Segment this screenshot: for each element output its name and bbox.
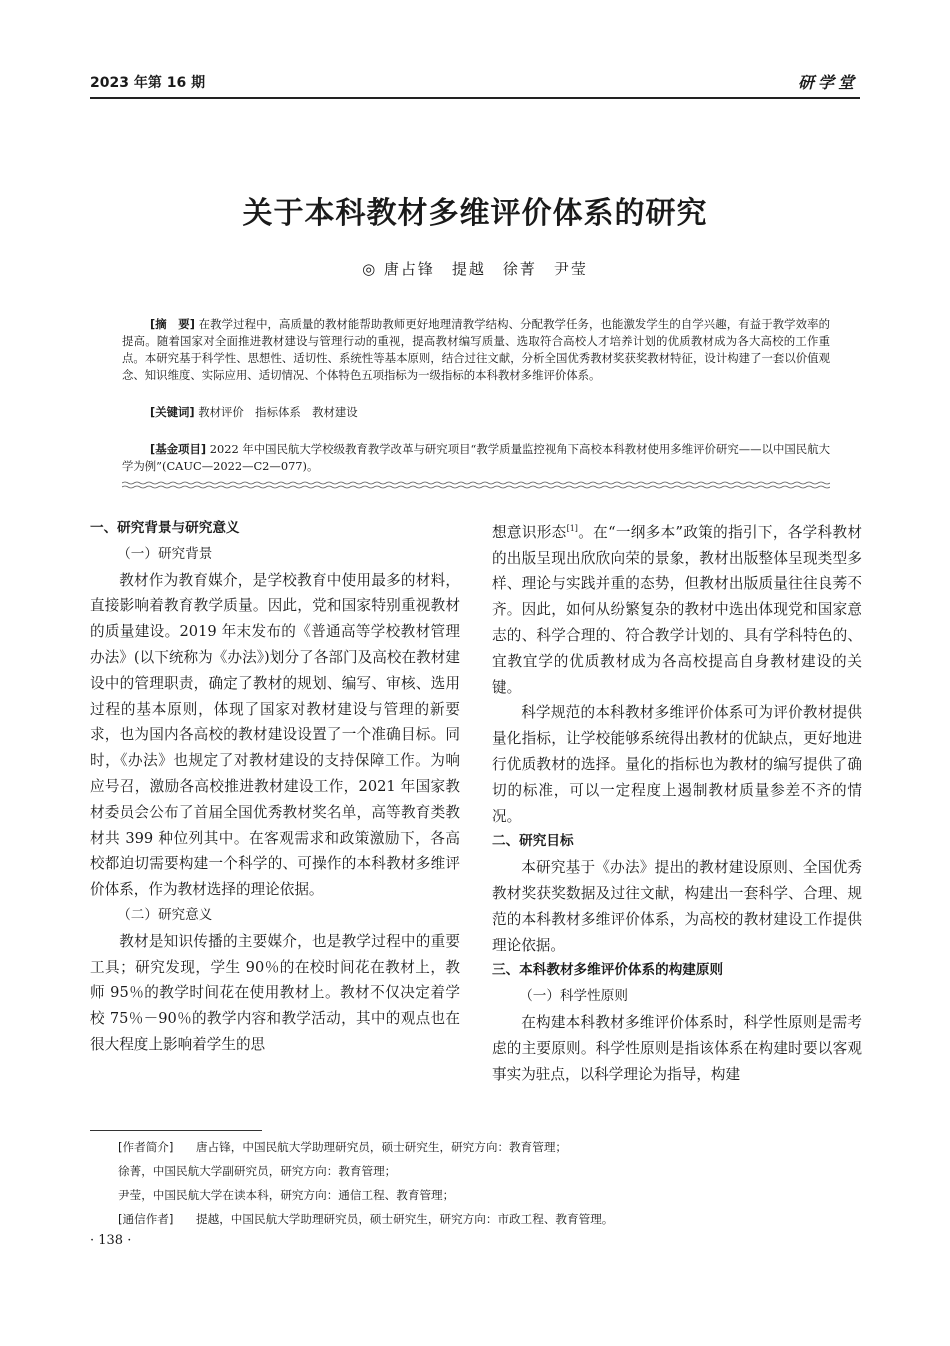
paragraph-quantified: 科学规范的本科教材多维评价体系可为评价教材提供量化指标，让学校能够系统得出教材的优缺点，更好地进行优质教材的选择。量化的指标也为教材的编写提供了确切的标准，可以一定程度上遏制教材质量参差不齐的情况。 [492,704,862,825]
header-divider [90,97,860,99]
left-column [90,516,460,1058]
article-title: 关于本科教材多维评价体系的研究 [242,196,708,231]
paragraph-background: 教材作为教育媒介，是学校教育中使用最多的材料，直接影响着教育教学质量。因此，党和国家特别重视教材的质量建设。2019 年末发布的《普通高等学校教材管理办法》(以下统称为《办法》)划分了各部门及高校在教材建设中的管理职责，确定了教材的规划、编写、审核、选用过程的基本原则，体现了国家对教材建设与管理的新要求，也为国内各高校的教材建设设置了一个准确目标。同时，《办法》也规定了对教材建设的支持保障工作。为响应号召，激励各高校推进教材建设工作，2021 年国家教材委员会公布了首届全国优秀教材奖名单，高等教育类教材共 399 种位列其中。在客观需求和政策激励下，各高校都迫切需要构建一个科学的、可操作的本科教材多维评价体系，作为教材选择的理论依据。 [90,571,460,899]
contact-text: 提越，中国民航大学助理研究员，硕士研究生，研究方向：市政工程、教育管理。 [196,1212,614,1226]
footnote-divider [90,1130,262,1131]
authors-line: ◎ 唐占锋 提越 徐菁 尹莹 [362,260,588,278]
footnote-author-3: 尹莹，中国民航大学在读本科，研究方向：通信工程、教育管理； [118,1188,455,1202]
footnote-contact [118,1207,613,1231]
author-1-text: 唐占锋，中国民航大学助理研究员，硕士研究生，研究方向：教育管理； [196,1140,568,1154]
author-intro-label: [作者简介] [118,1140,174,1154]
citation-1: [1] [566,524,578,533]
paragraph-goal: 本研究基于《办法》提出的教材建设原则、全国优秀教材奖获奖数据及过往文献，构建出一套科学、合理、规范的本科教材多维评价体系，为高校的教材建设工作提供理论依据。 [492,859,862,954]
subsection-heading-1-1: （一）研究背景 [117,545,213,562]
abstract-text: 在教学过程中，高质量的教材能帮助教师更好地理清教学结构、分配教学任务，也能激发学生的自学兴趣，有益于教学效率的提高。随着国家对全面推进教材建设与管理行动的重视，提高教材编写质量、选取符合高校人才培养计划的优质教材成为各大高校的工作重点。本研究基于科学性、思想性、适切性、系统性等基本原则，结合过往文献，分析全国优秀教材奖获奖教材特征，设计构建了一套以价值观念、知识维度、实际应用、适切情况、个体特色五项指标为一级指标的本科教材多维评价体系。 [122,317,830,382]
keywords-text: 教材评价 指标体系 教材建设 [198,405,358,419]
abstract-block [122,316,830,384]
abstract-label: [摘 要] [150,317,195,331]
section-heading-3: 三、本科教材多维评价体系的构建原则 [492,962,724,979]
issue-label: 2023 年第 16 期 [90,75,206,91]
page-number: · 138 · [90,1233,132,1248]
paragraph-significance: 教材是知识传播的主要媒介，也是教学过程中的重要工具；研究发现，学生 90％的在校时间花在教材上，教师 95％的教学时间花在使用教材上。教材不仅决定着学校 75％－90％的教学内容和教学活动，其中的观点也在很大程度上影响着学生的思 [90,932,460,1053]
fund-block [122,441,830,475]
subsection-heading-1-2: （二）研究意义 [117,906,213,923]
keywords-block [150,404,358,420]
wavy-divider [122,481,830,489]
footnote-author-2: 徐菁，中国民航大学副研究员，研究方向：教育管理； [118,1164,397,1178]
right-column [492,516,862,1087]
paragraph-continued-end: 。在“一纲多本”政策的指引下，各学科教材的出版呈现出欣欣向荣的景象，教材出版整体呈现类型多样、理论与实践并重的态势，但教材出版质量往往良莠不齐。因此，如何从纷繁复杂的教材中选出体现党和国家意志的、科学合理的、符合教学计划的、具有学科特色的、宜教宜学的优质教材成为各高校提高自身教材建设的关键。 [492,523,862,696]
footnote-author-1 [118,1135,567,1159]
section-heading-2: 二、研究目标 [492,833,574,850]
fund-text: 2022 年中国民航大学校级教育教学改革与研究项目“教学质量监控视角下高校本科教材使用多维评价研究——以中国民航大学为例”(CAUC—2022—C2—077)。 [122,442,830,473]
section-heading-1: 一、研究背景与研究意义 [90,520,240,536]
paragraph-scientific: 在构建本科教材多维评价体系时，科学性原则是需考虑的主要原则。科学性原则是指该体系在构建时要以客观事实为驻点，以科学理论为指导，构建 [492,1014,862,1083]
fund-label: [基金项目] [150,442,207,456]
column-name: 研学堂 [797,73,858,92]
paragraph-continued-start: 想意识形态 [492,523,567,541]
paragraph-continued [492,516,862,700]
keywords-label: [关键词] [150,405,195,419]
contact-label: [通信作者] [118,1212,174,1226]
subsection-heading-3-1: （一）科学性原则 [519,988,628,1005]
